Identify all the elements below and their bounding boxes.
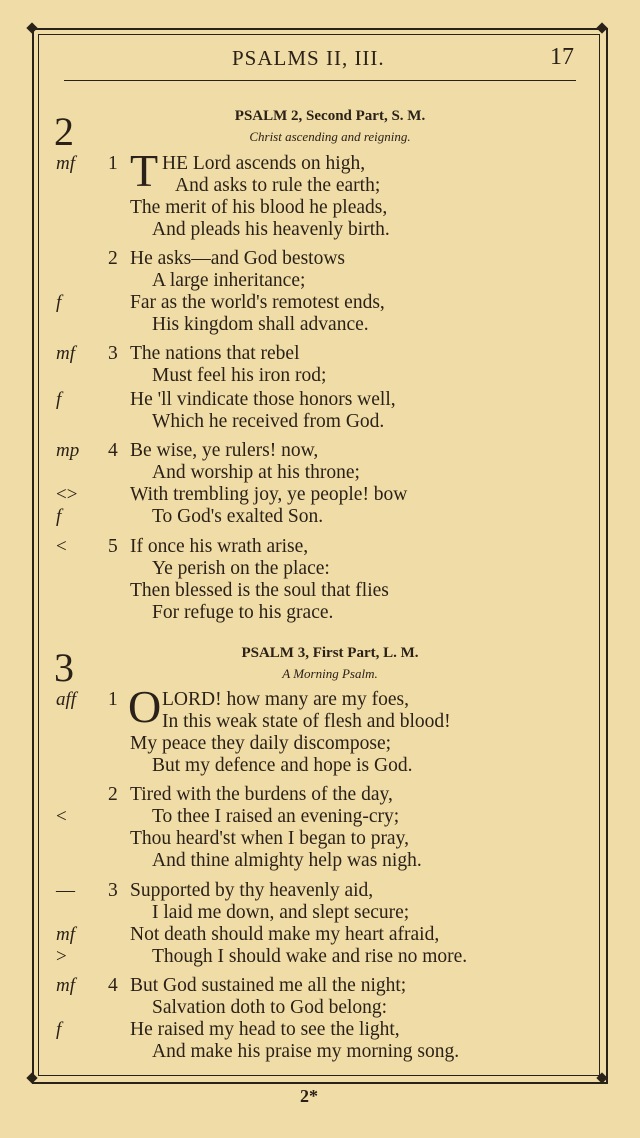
hymn-line: Be wise, ye rulers! now, xyxy=(130,440,319,461)
hymn-line: My peace they daily discompose; xyxy=(130,733,392,754)
psalm-title: PSALM 2, Second Part, S. M. xyxy=(234,108,426,124)
verse-number: 3 xyxy=(108,343,118,364)
hymn-line: And pleads his heavenly birth. xyxy=(152,219,390,240)
psalm-number: 3 xyxy=(54,645,74,690)
hymn-line: Which he received from God. xyxy=(152,411,385,432)
verse-number: 3 xyxy=(108,880,118,901)
signature-mark: 2* xyxy=(300,1086,318,1106)
hymn-line: Supported by thy heavenly aid, xyxy=(130,880,374,901)
hymn-line: Ye perish on the place: xyxy=(152,558,330,579)
verse-number: 2 xyxy=(108,248,118,269)
hymn-line: The merit of his blood he pleads, xyxy=(130,197,388,218)
page-number: 17 xyxy=(550,44,574,70)
dynamic-mark: mp xyxy=(56,440,80,461)
verse-number: 2 xyxy=(108,784,118,805)
hymn-line: And make his praise my morning song. xyxy=(152,1041,460,1062)
hymn-line: Though I should wake and rise no more. xyxy=(152,946,468,967)
dynamic-mark: f xyxy=(56,389,62,410)
hymn-line: His kingdom shall advance. xyxy=(152,314,369,335)
hymn-line: He raised my head to see the light, xyxy=(130,1019,400,1040)
hymn-line: Not death should make my heart afraid, xyxy=(130,924,440,945)
hymn-line: Far as the world's remotest ends, xyxy=(130,292,385,313)
hymn-line: But my defence and hope is God. xyxy=(152,755,413,776)
verse-number: 4 xyxy=(108,975,118,996)
hymn-line: To thee I raised an evening-cry; xyxy=(152,806,400,827)
hymn-line: If once his wrath arise, xyxy=(130,536,309,557)
psalm-number: 2 xyxy=(54,109,74,154)
hymn-line: With trembling joy, ye people! bow xyxy=(130,484,408,505)
hymn-line: The nations that rebel xyxy=(130,343,300,364)
hymn-line: To God's exalted Son. xyxy=(152,506,324,527)
header-rule xyxy=(64,80,576,81)
hymn-line: LORD! how many are my foes, xyxy=(162,689,409,710)
verse-number: 1 xyxy=(108,153,118,174)
hymn-line: For refuge to his grace. xyxy=(152,602,334,623)
dynamic-mark: < xyxy=(56,536,67,557)
dynamic-mark: f xyxy=(56,1019,62,1040)
dynamic-mark: mf xyxy=(56,153,75,174)
dynamic-mark: < xyxy=(56,806,67,827)
drop-cap: T xyxy=(130,145,159,196)
hymn-line: And worship at his throne; xyxy=(152,462,360,483)
psalm-title: PSALM 3, First Part, L. M. xyxy=(241,645,419,661)
running-title: PSALMS II, III. xyxy=(232,46,385,70)
hymn-line: Then blessed is the soul that flies xyxy=(130,580,389,601)
hymn-line: He asks—and God bestows xyxy=(130,248,346,269)
dynamic-mark: mf xyxy=(56,975,75,996)
verse-number: 1 xyxy=(108,689,118,710)
dynamic-mark: mf xyxy=(56,924,75,945)
hymn-line: And asks to rule the earth; xyxy=(175,175,381,196)
psalm-subtitle: Christ ascending and reigning. xyxy=(249,129,411,144)
dynamic-mark: f xyxy=(56,506,62,527)
hymn-line: Tired with the burdens of the day, xyxy=(130,784,393,805)
dynamic-mark: mf xyxy=(56,343,75,364)
hymn-line: A large inheritance; xyxy=(152,270,306,291)
dynamic-mark: — xyxy=(56,880,75,901)
hymn-line: He 'll vindicate those honors well, xyxy=(130,389,396,410)
dynamic-mark: <> xyxy=(56,484,78,505)
hymn-line: And thine almighty help was nigh. xyxy=(152,850,422,871)
hymn-line: Salvation doth to God belong: xyxy=(152,997,388,1018)
hymn-line: Must feel his iron rod; xyxy=(152,365,327,386)
hymn-line: Thou heard'st when I began to pray, xyxy=(130,828,409,849)
drop-cap: O xyxy=(128,681,162,732)
dynamic-mark: aff xyxy=(56,689,77,710)
dynamic-mark: > xyxy=(56,946,67,967)
hymn-line: I laid me down, and slept secure; xyxy=(152,902,410,923)
hymn-line: HE Lord ascends on high, xyxy=(162,153,366,174)
verse-number: 4 xyxy=(108,440,118,461)
hymn-line: In this weak state of flesh and blood! xyxy=(162,711,451,732)
hymn-line: But God sustained me all the night; xyxy=(130,975,407,996)
psalm-subtitle: A Morning Psalm. xyxy=(282,666,378,681)
dynamic-mark: f xyxy=(56,292,62,313)
verse-number: 5 xyxy=(108,536,118,557)
